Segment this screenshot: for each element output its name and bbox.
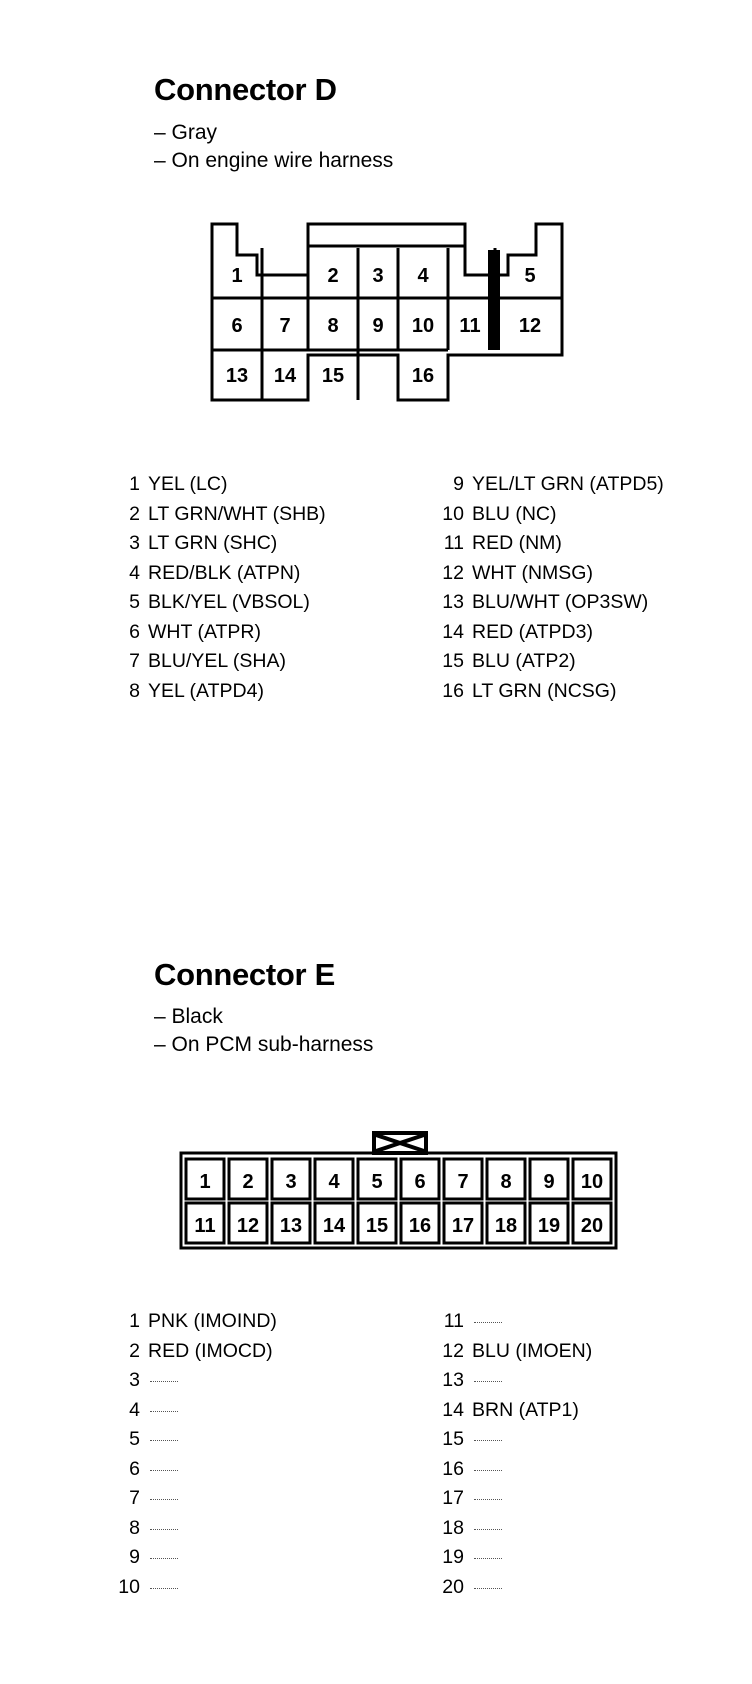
cavity-e-20: 20 xyxy=(580,1215,604,1237)
connector-d-key xyxy=(488,250,500,350)
unused-pin-dash xyxy=(150,1440,178,1441)
list-item: 14 RED (ATPD3) xyxy=(442,620,593,643)
unused-pin-dash xyxy=(150,1470,178,1471)
connector-e-lock-tab xyxy=(374,1133,426,1153)
list-item: 7 xyxy=(110,1484,277,1514)
connector-e-title: Connector E xyxy=(154,957,335,992)
connector-d-location-note: – On engine wire harness xyxy=(154,149,394,172)
cavity-d-5: 5 xyxy=(524,265,536,287)
list-item: 19 xyxy=(434,1543,592,1573)
cavity-e-13: 13 xyxy=(279,1215,303,1237)
list-item: 4 RED/BLK (ATPN) xyxy=(129,561,301,584)
cavity-d-12: 12 xyxy=(518,315,542,337)
cavity-e-5: 5 xyxy=(371,1171,383,1193)
list-item: 10 BLU (NC) xyxy=(442,502,557,525)
list-item: 8 xyxy=(110,1514,277,1544)
cavity-d-16: 16 xyxy=(411,365,435,387)
cavity-e-14: 14 xyxy=(322,1215,346,1237)
cavity-d-9: 9 xyxy=(372,315,384,337)
list-item: 3 LT GRN (SHC) xyxy=(129,532,278,554)
cavity-d-14: 14 xyxy=(273,365,297,387)
list-item: 2 LT GRN/WHT (SHB) xyxy=(129,502,326,525)
list-item: 9 xyxy=(110,1543,277,1573)
unused-pin-dash xyxy=(150,1381,178,1382)
cavity-d-1: 1 xyxy=(231,265,243,287)
connector-d-diagram xyxy=(200,220,600,410)
list-item: 15 xyxy=(434,1425,592,1455)
list-item: 7 BLU/YEL (SHA) xyxy=(129,650,286,672)
list-item: 12 WHT (NMSG) xyxy=(442,561,593,584)
cavity-d-4: 4 xyxy=(417,265,429,287)
cavity-d-11: 11 xyxy=(459,315,481,337)
cavity-e-7: 7 xyxy=(457,1171,469,1193)
list-item: 5 BLK/YEL (VBSOL) xyxy=(129,591,310,613)
unused-pin-dash xyxy=(474,1381,502,1382)
unused-pin-dash xyxy=(474,1470,502,1471)
connector-d-pin-list-left xyxy=(110,470,326,706)
cavity-d-7: 7 xyxy=(279,315,291,337)
cavity-d-13: 13 xyxy=(225,365,249,387)
cavity-e-8: 8 xyxy=(500,1171,512,1193)
cavity-d-15: 15 xyxy=(321,365,345,387)
list-item: 3 xyxy=(110,1366,277,1396)
cavity-e-3: 3 xyxy=(285,1171,297,1193)
unused-pin-dash xyxy=(474,1440,502,1441)
cavity-e-4: 4 xyxy=(328,1171,340,1193)
connector-d-notes xyxy=(154,119,393,175)
cavity-d-3: 3 xyxy=(372,265,384,287)
unused-pin-dash xyxy=(474,1588,502,1589)
list-item: 20 xyxy=(434,1573,592,1603)
cavity-e-16: 16 xyxy=(408,1215,432,1237)
list-item: 13 xyxy=(434,1366,592,1396)
list-item: 14 BRN (ATP1) xyxy=(442,1398,579,1421)
cavity-d-2: 2 xyxy=(327,265,339,287)
connector-d-color-note: – Gray xyxy=(154,121,218,144)
connector-d-pin-list-right xyxy=(434,470,664,706)
unused-pin-dash xyxy=(150,1499,178,1500)
connector-e-diagram xyxy=(176,1128,626,1258)
unused-pin-dash xyxy=(474,1499,502,1500)
cavity-e-18: 18 xyxy=(494,1215,518,1237)
unused-pin-dash xyxy=(150,1558,178,1559)
cavity-e-9: 9 xyxy=(543,1171,555,1193)
unused-pin-dash xyxy=(474,1322,502,1323)
list-item: 6 xyxy=(110,1455,277,1485)
list-item: 12 BLU (IMOEN) xyxy=(442,1339,593,1362)
list-item: 6 WHT (ATPR) xyxy=(129,620,262,643)
list-item: 4 xyxy=(110,1396,277,1426)
cavity-e-10: 10 xyxy=(580,1171,604,1193)
cavity-e-2: 2 xyxy=(242,1171,254,1193)
list-item: 5 xyxy=(110,1425,277,1455)
connector-e-pin-list-right xyxy=(434,1307,592,1602)
list-item: 9 YEL/LT GRN (ATPD5) xyxy=(453,473,664,495)
list-item: 16 xyxy=(434,1455,592,1485)
list-item: 18 xyxy=(434,1514,592,1544)
unused-pin-dash xyxy=(150,1529,178,1530)
cavity-e-15: 15 xyxy=(365,1215,389,1237)
list-item: 2 RED (IMOCD) xyxy=(129,1339,273,1362)
cavity-e-1: 1 xyxy=(199,1171,211,1193)
list-item: 16 LT GRN (NCSG) xyxy=(442,679,617,702)
list-item: 15 BLU (ATP2) xyxy=(442,650,576,672)
cavity-d-8: 8 xyxy=(327,315,339,337)
unused-pin-dash xyxy=(150,1588,178,1589)
list-item: 11 xyxy=(434,1307,592,1337)
list-item: 17 xyxy=(434,1484,592,1514)
list-item: 11 RED (NM) xyxy=(443,532,562,554)
cavity-d-10: 10 xyxy=(411,315,435,337)
unused-pin-dash xyxy=(150,1411,178,1412)
connector-d-title: Connector D xyxy=(154,72,337,107)
connector-e-color-note: – Black xyxy=(154,1005,223,1028)
list-item: 13 BLU/WHT (OP3SW) xyxy=(442,591,649,613)
connector-d-shell xyxy=(212,224,562,400)
cavity-e-17: 17 xyxy=(451,1215,475,1237)
list-item: 1 PNK (IMOIND) xyxy=(129,1310,277,1332)
list-item: 8 YEL (ATPD4) xyxy=(129,679,264,702)
list-item: 10 xyxy=(110,1573,277,1603)
cavity-e-19: 19 xyxy=(537,1215,561,1237)
connector-e-pin-list-left xyxy=(110,1307,277,1602)
unused-pin-dash xyxy=(474,1558,502,1559)
cavity-e-12: 12 xyxy=(236,1215,260,1237)
unused-pin-dash xyxy=(474,1529,502,1530)
cavity-d-6: 6 xyxy=(231,315,243,337)
connector-e-location-note: – On PCM sub-harness xyxy=(154,1033,374,1056)
list-item: 1 YEL (LC) xyxy=(129,473,228,495)
cavity-e-6: 6 xyxy=(414,1171,426,1193)
connector-e-notes xyxy=(154,1003,373,1059)
cavity-e-11: 11 xyxy=(194,1215,216,1237)
